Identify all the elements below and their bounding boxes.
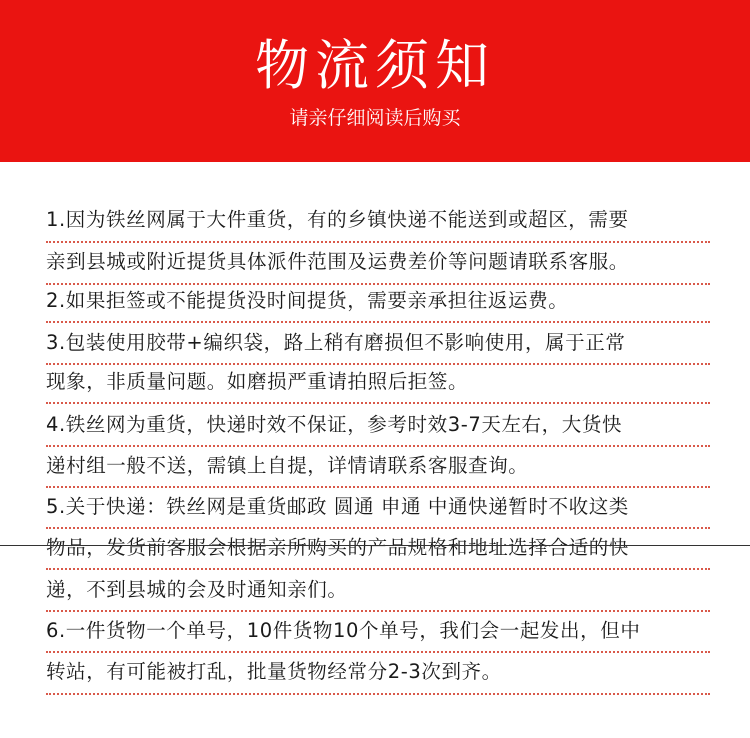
notice-line: 现象，非质量问题。如磨损严重请拍照后拒签。	[46, 370, 469, 393]
notice-line: 转站，有可能被打乱，批量货物经常分2-3次到齐。	[46, 660, 502, 683]
notice-line: 5.关于快递：铁丝网是重货邮政 圆通 申通 中通快递暂时不收这类	[46, 495, 629, 518]
notice-line: 物品，发货前客服会根据亲所购买的产品规格和地址选择合适的快	[46, 536, 629, 559]
dotted-separator	[46, 568, 710, 570]
notice-line: 1.因为铁丝网属于大件重货，有的乡镇快递不能送到或超区，需要	[46, 208, 629, 231]
notice-line: 3.包装使用胶带+编织袋，路上稍有磨损但不影响使用，属于正常	[46, 331, 626, 354]
dotted-separator	[46, 445, 710, 447]
notice-line: 递村组一般不送，需镇上自提，详情请联系客服查询。	[46, 454, 529, 477]
dotted-separator	[46, 651, 710, 653]
banner-subtitle: 请亲仔细阅读后购买	[289, 107, 461, 129]
header-banner	[0, 0, 750, 162]
dotted-separator	[46, 241, 710, 243]
dotted-separator	[46, 321, 710, 323]
horizontal-rule	[0, 545, 750, 546]
notice-line: 6.一件货物一个单号，10件货物10个单号，我们会一起发出，但中	[46, 619, 641, 642]
dotted-separator	[46, 610, 710, 612]
notice-line: 亲到县城或附近提货具体派件范围及运费差价等问题请联系客服。	[46, 250, 629, 273]
dotted-separator	[46, 363, 710, 365]
dotted-separator	[46, 693, 710, 695]
dotted-separator	[46, 527, 710, 529]
dotted-separator	[46, 402, 710, 404]
banner-title: 物流须知	[255, 34, 495, 97]
dotted-separator	[46, 283, 710, 285]
notice-line: 2.如果拒签或不能提货没时间提货，需要亲承担往返运费。	[46, 289, 569, 312]
dotted-separator	[46, 486, 710, 488]
notice-line: 4.铁丝网为重货，快递时效不保证，参考时效3-7天左右，大货快	[46, 413, 623, 436]
notice-line: 递，不到县城的会及时通知亲们。	[46, 578, 348, 601]
